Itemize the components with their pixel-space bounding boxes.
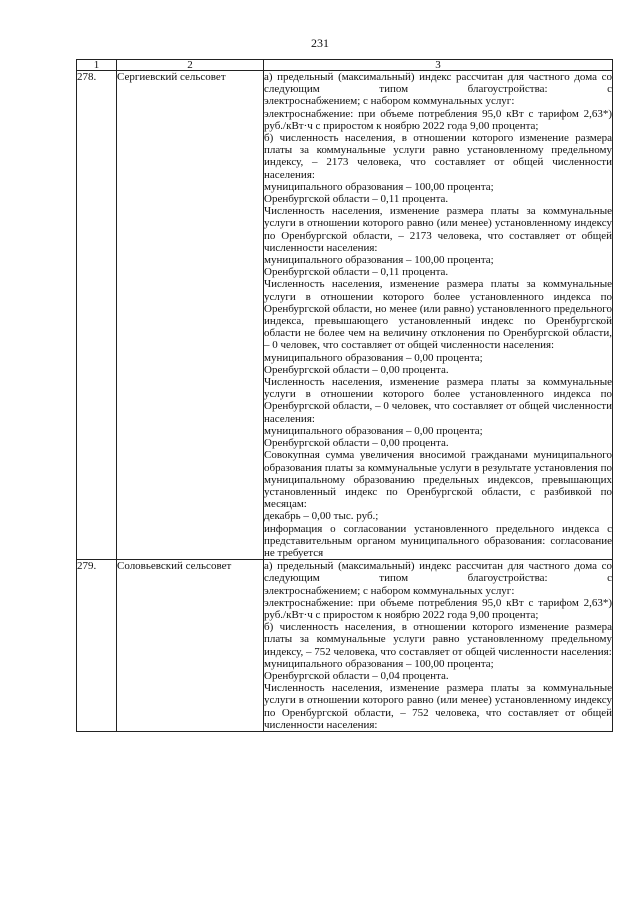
paragraph: муниципального образования – 100,00 процента;: [264, 180, 494, 193]
row-number: 278.: [77, 71, 117, 560]
paragraph: Оренбургской области – 0,11 процента.: [264, 266, 449, 279]
header-col-3: 3: [264, 60, 613, 71]
paragraph: декабрь – 0,00 тыс. руб.;: [264, 510, 379, 523]
paragraph: Оренбургской области – 0,11 процента.: [264, 193, 449, 206]
header-col-2: 2: [117, 60, 264, 71]
paragraph: электроснабжением; с набором коммунальных услуг:: [264, 584, 515, 597]
paragraph: Численность населения, изменение размера платы за коммунальные услуги в отношении которого равно (или менее) установленному индексу по Оренбургской области, – 752 человека, что составляет от общей численности населения:: [264, 682, 612, 731]
settlement-name: Сергиевский сельсовет: [117, 71, 264, 560]
row-description: [264, 71, 613, 560]
header-col-1: 1: [77, 60, 117, 71]
paragraph: а) предельный (максимальный) индекс рассчитан для частного дома со следующим типом благоустройства: с: [264, 71, 612, 96]
paragraph: муниципального образования – 0,00 процента;: [264, 424, 483, 437]
table-row: [77, 560, 613, 732]
paragraph: б) численность населения, в отношении которого изменение размера платы за коммунальные услуги равно установленному предельному индексу, – 2173 человека, что составляет от общей численности населения:: [264, 132, 612, 181]
row-number: 279.: [77, 560, 117, 732]
data-table: [76, 59, 613, 732]
paragraph: электроснабжение: при объеме потребления 95,0 кВт с тарифом 2,63*) руб./кВт·ч с приростом к ноябрю 2022 года 9,00 процента;: [264, 596, 612, 621]
table-row: [77, 71, 613, 560]
settlement-name: Соловьевский сельсовет: [117, 560, 264, 732]
paragraph: Оренбургской области – 0,00 процента.: [264, 363, 449, 376]
paragraph: Численность населения, изменение размера платы за коммунальные услуги в отношении которого более установленного индекса по Оренбургской области, но менее (или равно) установленного предельного индекса, превышающего установленный индекс по Оренбургской области не более чем на величину отклонения по Оренбургской области, – 0 человек, что составляет от общей численности населения:: [264, 278, 612, 352]
table-header-row: [77, 60, 613, 71]
paragraph: Численность населения, изменение размера платы за коммунальные услуги в отношении которого равно (или менее) установленному индексу по Оренбургской области, – 2173 человека, что составляет от общей численности населения:: [264, 205, 612, 254]
paragraph: Оренбургской области – 0,00 процента.: [264, 437, 449, 450]
paragraph: электроснабжением; с набором коммунальных услуг:: [264, 95, 515, 108]
row-description: [264, 560, 613, 732]
paragraph: муниципального образования – 100,00 процента;: [264, 254, 494, 267]
paragraph: б) численность населения, в отношении которого изменение размера платы за коммунальные услуги равно установленному предельному индексу, – 752 человека, что составляет от общей численности населения:: [264, 621, 612, 658]
paragraph: электроснабжение: при объеме потребления 95,0 кВт с тарифом 2,63*) руб./кВт·ч с приростом к ноябрю 2022 года 9,00 процента;: [264, 107, 612, 132]
page-number: 231: [311, 36, 329, 50]
paragraph: Совокупная сумма увеличения вносимой гражданами муниципального образования платы за коммунальные услуги в результате установления по муниципальному образованию предельных индексов, превышающих установленный индекс по Оренбургской области, с разбивкой по месяцам:: [264, 449, 612, 511]
paragraph: а) предельный (максимальный) индекс рассчитан для частного дома со следующим типом благоустройства: с: [264, 560, 612, 585]
paragraph: Численность населения, изменение размера платы за коммунальные услуги в отношении которого более установленного индекса по Оренбургской области, – 0 человек, что составляет от общей численности населения:: [264, 376, 612, 425]
paragraph: информация о согласовании установленного предельного индекса с представительным органом муниципального образования: согласование не требуется: [264, 522, 612, 559]
paragraph: Оренбургской области – 0,04 процента.: [264, 669, 449, 682]
paragraph: муниципального образования – 0,00 процента;: [264, 351, 483, 364]
paragraph: муниципального образования – 100,00 процента;: [264, 657, 494, 670]
